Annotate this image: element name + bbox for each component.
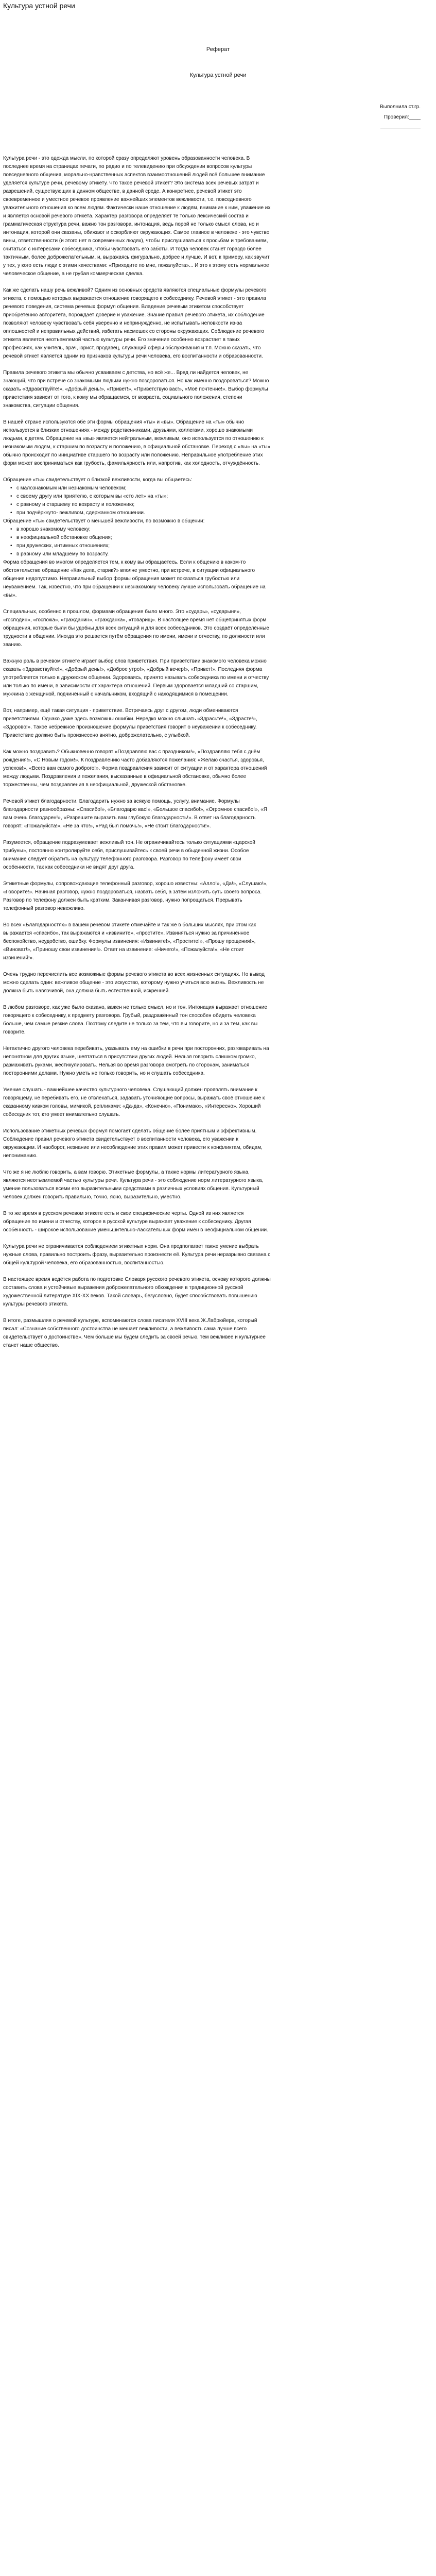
paragraph: Речевой этикет благодарности. Благодарить нужно за всякую помощь, услугу, внимание. Формулы благодарности разнообразны: «Спасибо!», «Благодарю вас!», «Большое спасибо!», «Огромное спасибо!», «Я вам очень благодарен!», «Разрешите выразить вам глубокую благодарность!». В ответ на благодарность говорят: «Пожалуйста!», «Не за что!», «Рад был помочь!», «Не стоит благодарности!». (3, 799, 267, 829)
paragraph: Вот, например, ещё такая ситуация - приветствие. Встречаясь друг с другом, люди обмениваются приветствиями. Однако даже здесь возможны ошибки. Нередко можно слышать «Здрасьте!», «Здрасте!», «Здорово!». Такое небрежное произношение формулы приветствия говорит о неуважении к собеседнику. Приветствие должно быть произнесено внятно, доброжелательно, с улыбкой. (3, 708, 257, 738)
paragraph: В итоге, размышляя о речевой культуре, вспоминаются слова писателя XVIII века Ж.Лабрюйера, который писал: «Сознание собственного достоинства не мешает вежливости, а вежливость сама лучше всего свидетельствует о достоинстве». Чем больше мы будем следить за своей речью, тем вежливее и культурнее станет наше общество. (3, 1318, 266, 1348)
list-item: • при подчёркнуто- вежливом, сдержанном отношении. (16, 509, 271, 517)
paragraph: Нетактично другого человека перебивать, указывать ему на ошибки в речи при посторонних, разговаривать на непонятном для других языке, шептаться в присутствии других людей. Нельзя говорить слишком громко, размахивать руками, жестикулировать. Нельзя во время разговора смотреть по сторонам, заниматься посторонними делами. Нужно уметь не только говорить, но и слушать собеседника. (3, 1046, 269, 1076)
paragraph: Правила речевого этикета мы обычно усваиваем с детства, но всё же... Вряд ли найдется человек, не знающий, что при встрече со знакомыми людьми нужно поздороваться. Но как именно поздороваться? Можно сказать «Здравствуйте!», «Добрый день!», «Привет!», «Приветствую вас!», «Моё почтение!». Выбор формулы приветствия зависит от того, к кому мы обращаемся, от возраста, социального положения, степени знакомства, ситуации общения. (3, 370, 269, 409)
paragraph: Обращение «ты» свидетельствует о близкой вежливости, когда вы общаетесь: (3, 477, 193, 483)
list-item: • с своему другу или приятелю, с которым вы «сто лет» на «ты»; (16, 493, 271, 501)
body-text (3, 155, 271, 1350)
paragraph-group (3, 155, 271, 484)
list-item: • с равному и старшему по возрасту и положению; (16, 501, 271, 509)
paragraph: Обращение «ты» свидетельствует о меньшей вежливости, по возможно в общении: (3, 518, 205, 524)
topic-title: Культура устной речи (189, 72, 247, 78)
paragraph: В настоящее время ведётся работа по подготовке Словаря русского речевого этикета, основу которого должны составить слова и устойчивые выражения доброжелательного обхождения в традиционной русской художественной литературе XIX-XX веков. Такой словарь, безусловно, будет способствовать повышению культуры речевого этикета. (3, 1277, 271, 1307)
list-item: • в неофициальной обстановке общения; (16, 534, 271, 542)
paragraph: Что же я не люблю говорить, а вам говорю. Этикетные формулы, а также нормы литературного языка, являются неотъемлемой частью культуры речи. Культура речи - это соблюдение норм литературного языка, умение пользоваться всеми его выразительными средствами в различных условиях общения. Культурный человек должен говорить правильно, точно, ясно, выразительно, уместно. (3, 1170, 264, 1200)
paragraph: Культура речи - это одежда мысли, по которой сразу определяют уровень образованности человека. В последнее время на страницах печати, по радио и по телевидению при обсуждении вопросов культуры повседневного общения, морально-нравственных аспектов взаимоотношений людей всё большее внимание уделяется культуре речи, речевому этикету. Что такое речевой этикет? Это система всех речевых затрат и разрешений, существующих в данном обществе, в данной среде. А конкретнее, речевой этикет это своевременное и уместное речевое проявление важнейших элементов вежливости, т.е. повседневного уважительного отношения ко всем людям. Фактически наше отношение к людям, внимание к ним, уважение их и является основой речевого этикета. Характер разговора определяет те только лексический состав и грамматическая структура речи, важно тон разговора, интонация, ведь порой не только смысл слова, но и интонация, которой они сказаны, обижают и оскорбляют окружающих. Самое главное в человеке - это чувство вины, ответственности (и этого нет в современных людях), чтобы прислушиваться к просьбам и требованиям, считаться с интересами собеседника, чтобы чувствовать его заботы. И тогда человек станет гораздо более тактичным, более доброжелательным, и, выражаясь фигурально, добрее и лучше. И вот, к примеру, как звучит у тех, у кого есть люди с этими качествами: «Приходите по мне, пожалуйста»... И это к этому есть нормальное человеческое общение, а не грубая коммерческая сделка. (3, 156, 271, 277)
list-item: • при дружеских, интимных отношениях; (16, 542, 271, 550)
paragraph: В любом разговоре, как уже было сказано, важен не только смысл, но и тон. Интонация выражает отношение говорящего к собеседнику, к предмету разговора. Грубый, раздражённый тон способен обидеть человека больше, чем самые резкие слова. Поэтому следите не только за тем, что вы говорите, но и за тем, как вы говорите. (3, 1005, 267, 1035)
paragraph: Использование этикетных речевых формул помогает сделать общение более приятным и эффективным. Соблюдение правил речевого этикета свидетельствует о воспитанности человека, его уважении к окружающим. И наоборот, незнание или несоблюдение этих правил может привести к конфликтам, обидам, непониманию. (3, 1128, 263, 1159)
signature-line (380, 123, 421, 128)
paragraph: В нашей стране используются обе эти формы обращения «ты» и «вы». Обращение на «ты» обычно используется в близких отношениях - между родственниками, друзьями, коллегами, хорошо знакомыми людьми, к детям. Обращение на «вы» является нейтральным, вежливым, оно используется по отношению к незнакомым людям, к старшим по возрасту и положению, в официальной обстановке. Переход с «вы» на «ты» обычно происходит по инициативе старшего по возрасту или положению. Неправильное употребление этих форм может восприниматься как грубость, фамильярность или, напротив, как холодность, отчуждённость. (3, 419, 271, 466)
list-vy (3, 526, 271, 558)
paragraph: Как можно поздравить? Обыкновенно говорят «Поздравляю вас с праздником!», «Поздравляю тебя с днём рождения!», «С Новым годом!». К поздравлению часто добавляются пожелания: «Желаю счастья, здоровья, успехов!», «Всего вам самого доброго!». Форма поздравления зависит от ситуации и от характера отношений между людьми. Поздравления и пожелания, высказанные в официальной обстановке, обычно более торжественны, чем поздравления в неофициальной, дружеской обстановке. (3, 749, 267, 788)
list-ty (3, 484, 271, 517)
author-label: Выполнила ст.гр. (380, 104, 421, 110)
paragraph-group (3, 558, 271, 1350)
list-item: • в хорошо знакомому человеку; (16, 526, 271, 534)
checked-label: Проверил:____ (383, 114, 421, 120)
paragraph: Как же сделать нашу речь вежливой? Одним из основных средств являются специальные формулы речевого этикета, с помощью которых выражается отношение говорящего к собеседнику. Речевой этикет - это правила речевого поведения, система речевых формул общения. Владение речевым этикетом способствует приобретению авторитета, порождает доверие и уважение. Знание правил речевого этикета, их соблюдение позволяют человеку чувствовать себя уверенно и непринуждённо, не испытывать неловкости из-за оплошностей и неправильных действий, избегать насмешек со стороны окружающих. Соблюдение речевого этикета является неотъемлемой частью культуры речи. Его значение особенно возрастает в таких профессиях, как учитель, врач, юрист, продавец, служащий сферы обслуживания и т.п. Можно сказать, что речевой этикет является одним из признаков культуры речи человека, его воспитанности и образованности. (3, 287, 267, 359)
list-item: • с малознакомым или незнакомым человеком; (16, 484, 271, 493)
paragraph: Очень трудно перечислить все возможные формы речевого этикета во всех жизненных ситуациях. Но вывод можно сделать один: вежливое общение - это искусство, которому нужно учиться всю жизнь. Вежливость не должна быть навязчивой, она должна быть естественной, искренней. (3, 972, 265, 994)
paragraph: Культура речи не ограничивается соблюдением этикетных норм. Она предполагает также умение выбрать нужные слова, правильно построить фразу, выразительно произнести её. Культура речи неразрывно связана с общей культурой человека, его образованностью, воспитанностью. (3, 1244, 271, 1266)
paragraph: Умение слушать - важнейшее качество культурного человека. Слушающий должен проявлять внимание к говорящему, не перебивать его, не отвлекаться, задавать уточняющие вопросы, выражать своё отношение к сказанному кивком головы, мимикой, репликами: «Да-да», «Конечно», «Понимаю», «Интересно». Хороший собеседник тот, кто умеет внимательно слушать. (3, 1087, 265, 1117)
paragraph: Разумеется, обращение подразумевает вежливый тон. Не ограничивайтесь только ситуациями «царской трибуны», постоянно контролируйте себя, прислушивайтесь к своей речи в обыденной жизни. Особое внимание следует обратить на культуру телефонного разговора. Разговор по телефону имеет свои особенности, так как собеседники не видят друг друга. (3, 840, 255, 870)
paragraph: В то же время в русском речевом этикете есть и свои специфические черты. Одной из них является обращение по имени и отчеству, которое в русской культуре выражает уважение к собеседнику. Другая особенность - широкое использование уменьшительно-ласкательных форм имён в неофициальном общении. (3, 1211, 268, 1233)
author-block (380, 102, 421, 128)
page-header-title: Культура устной речи (3, 2, 75, 10)
referat-label: Реферат (206, 46, 230, 53)
list-item: • в равному или младшему по возрасту. (16, 550, 271, 558)
paragraph: Важную роль в речевом этикете играет выбор слов приветствия. При приветствии знакомого человека можно сказать «Здравствуйте!», «Добрый день!», «Доброе утро!», «Добрый вечер!», «Привет!». Последняя форма употребляется только в дружеском общении. Здороваясь, принято называть собеседника по имени и отчеству или только по имени, в зависимости от характера отношений. Первым здоровается младший со старшим, мужчина с женщиной, подчинённый с начальником, входящий с находящимися в помещении. (3, 658, 269, 697)
paragraph: Во всех «Благодарностях» в вашем речевом этикете отмечайте и так же в больших мыслях, при этом как выражается «спасибо», так выражаются и «извините», «простите». Извиняться нужно за причинённое беспокойство, неудобство, ошибку. Формулы извинения: «Извините!», «Простите!», «Прошу прощения!», «Виноват!», «Приношу свои извинения!». Ответ на извинение: «Ничего!», «Пожалуйста!», «Не стоит извинений!». (3, 922, 256, 961)
paragraph: Форма обращения во многом определяется тем, к кому вы обращаетесь. Если к общению в каком-то обстоятельстве обращение «Как дела, старик?» вполне уместно, при встрече, в ситуации официального общения недопустимо. Неправильный выбор формы обращения может показаться грубостью или неуважением. Так, известно, что при обращении к незнакомому человеку лучше использовать обращение на «вы». (3, 560, 266, 598)
paragraph: Этикетные формулы, сопровождающие телефонный разговор, хорошо известны: «Алло!», «Да!», «Слушаю!», «Говорите!». Начиная разговор, нужно поздороваться, назвать себя, а затем изложить суть своего вопроса. Разговор по телефону должен быть кратким. Заканчивая разговор, нужно попрощаться. Прерывать телефонный разговор невежливо. (3, 881, 268, 911)
paragraph-group (3, 517, 271, 526)
paragraph: Специальных, особенно в прошлом, формами обращения было много. Это «сударь», «сударыня», «господин», «госпожа», «гражданин», «гражданка», «товарищ». В настоящее время нет общепринятых форм обращения, которые были бы удобны для всех ситуаций и для всех собеседников. Это создаёт определённые трудности в общении. Иногда это решается путём обращения по имени, имени и отчеству, по должности или званию. (3, 609, 269, 648)
